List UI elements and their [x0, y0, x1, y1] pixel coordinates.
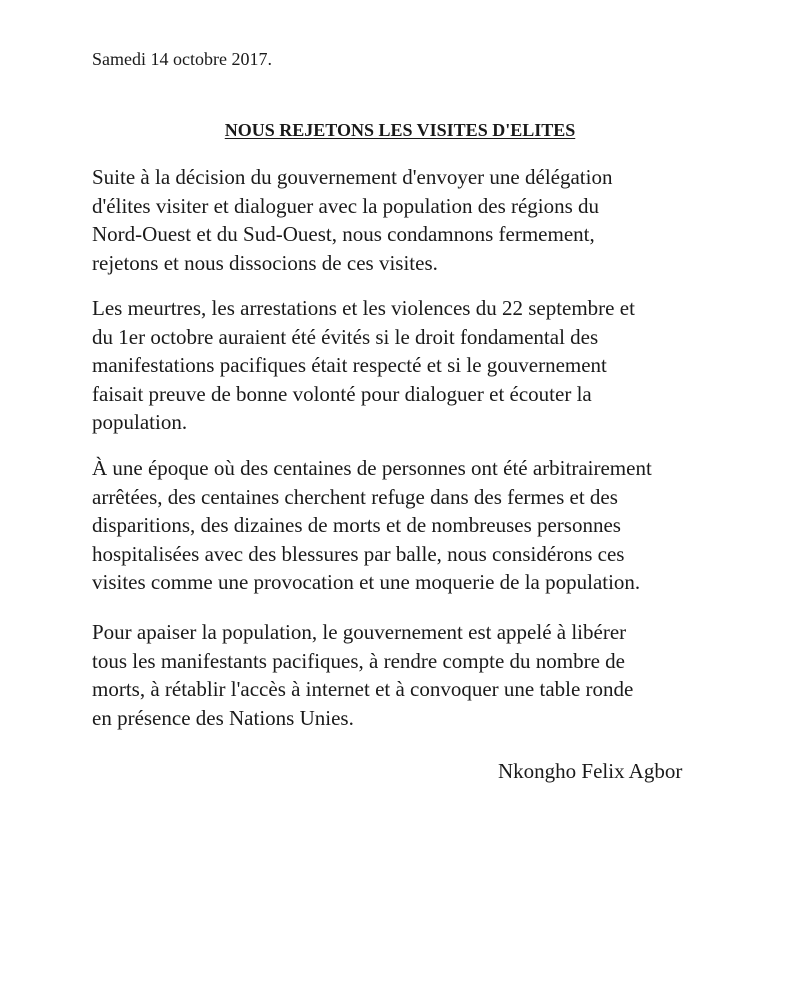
paragraph-2 [92, 294, 732, 437]
letter-title: NOUS REJETONS LES VISITES D'ELITES [224, 120, 576, 140]
paragraph-line: du 1er octobre auraient été évités si le droit fondamental des [92, 324, 599, 349]
paragraph-line: en présence des Nations Unies. [92, 705, 354, 730]
paragraph-line: hospitalisées avec des blessures par balle, nous considérons ces [92, 541, 625, 566]
paragraph-line: population. [92, 410, 188, 434]
paragraph-line: arrêtées, des centaines cherchent refuge dans des fermes et des [92, 484, 618, 509]
paragraph-3 [92, 454, 732, 597]
paragraph-line: Suite à la décision du gouvernement d'envoyer une délégation [92, 165, 613, 189]
paragraph-line: morts, à rétablir l'accès à internet et à convoquer une table ronde [92, 677, 634, 701]
paragraph-line: manifestations pacifiques était respecté et si le gouvernement [92, 353, 607, 377]
paragraph-1 [92, 163, 732, 277]
paragraph-line: tous les manifestants pacifiques, à rendre compte du nombre de [92, 648, 625, 673]
paragraph-line: visites comme une provocation et une moquerie de la population. [92, 570, 641, 594]
paragraph-line: Pour apaiser la population, le gouvernement est appelé à libérer [92, 620, 627, 644]
letter-date: Samedi 14 octobre 2017. [92, 49, 272, 69]
paragraph-line: d'élites visiter et dialoguer avec la population des régions du [92, 193, 600, 218]
paragraph-line: À une époque où des centaines de personnes ont été arbitrairement [92, 456, 652, 480]
paragraph-line: rejetons et nous dissocions de ces visites. [92, 250, 438, 275]
paragraph-4 [92, 618, 732, 732]
paragraph-line: Les meurtres, les arrestations et les violences du 22 septembre et [92, 296, 635, 320]
paragraph-line: disparitions, des dizaines de morts et de nombreuses personnes [92, 513, 621, 537]
paragraph-line: faisait preuve de bonne volonté pour dialoguer et écouter la [92, 381, 592, 406]
paragraph-line: Nord-Ouest et du Sud-Ouest, nous condamnons fermement, [92, 222, 595, 246]
signature: Nkongho Felix Agbor [498, 759, 683, 783]
